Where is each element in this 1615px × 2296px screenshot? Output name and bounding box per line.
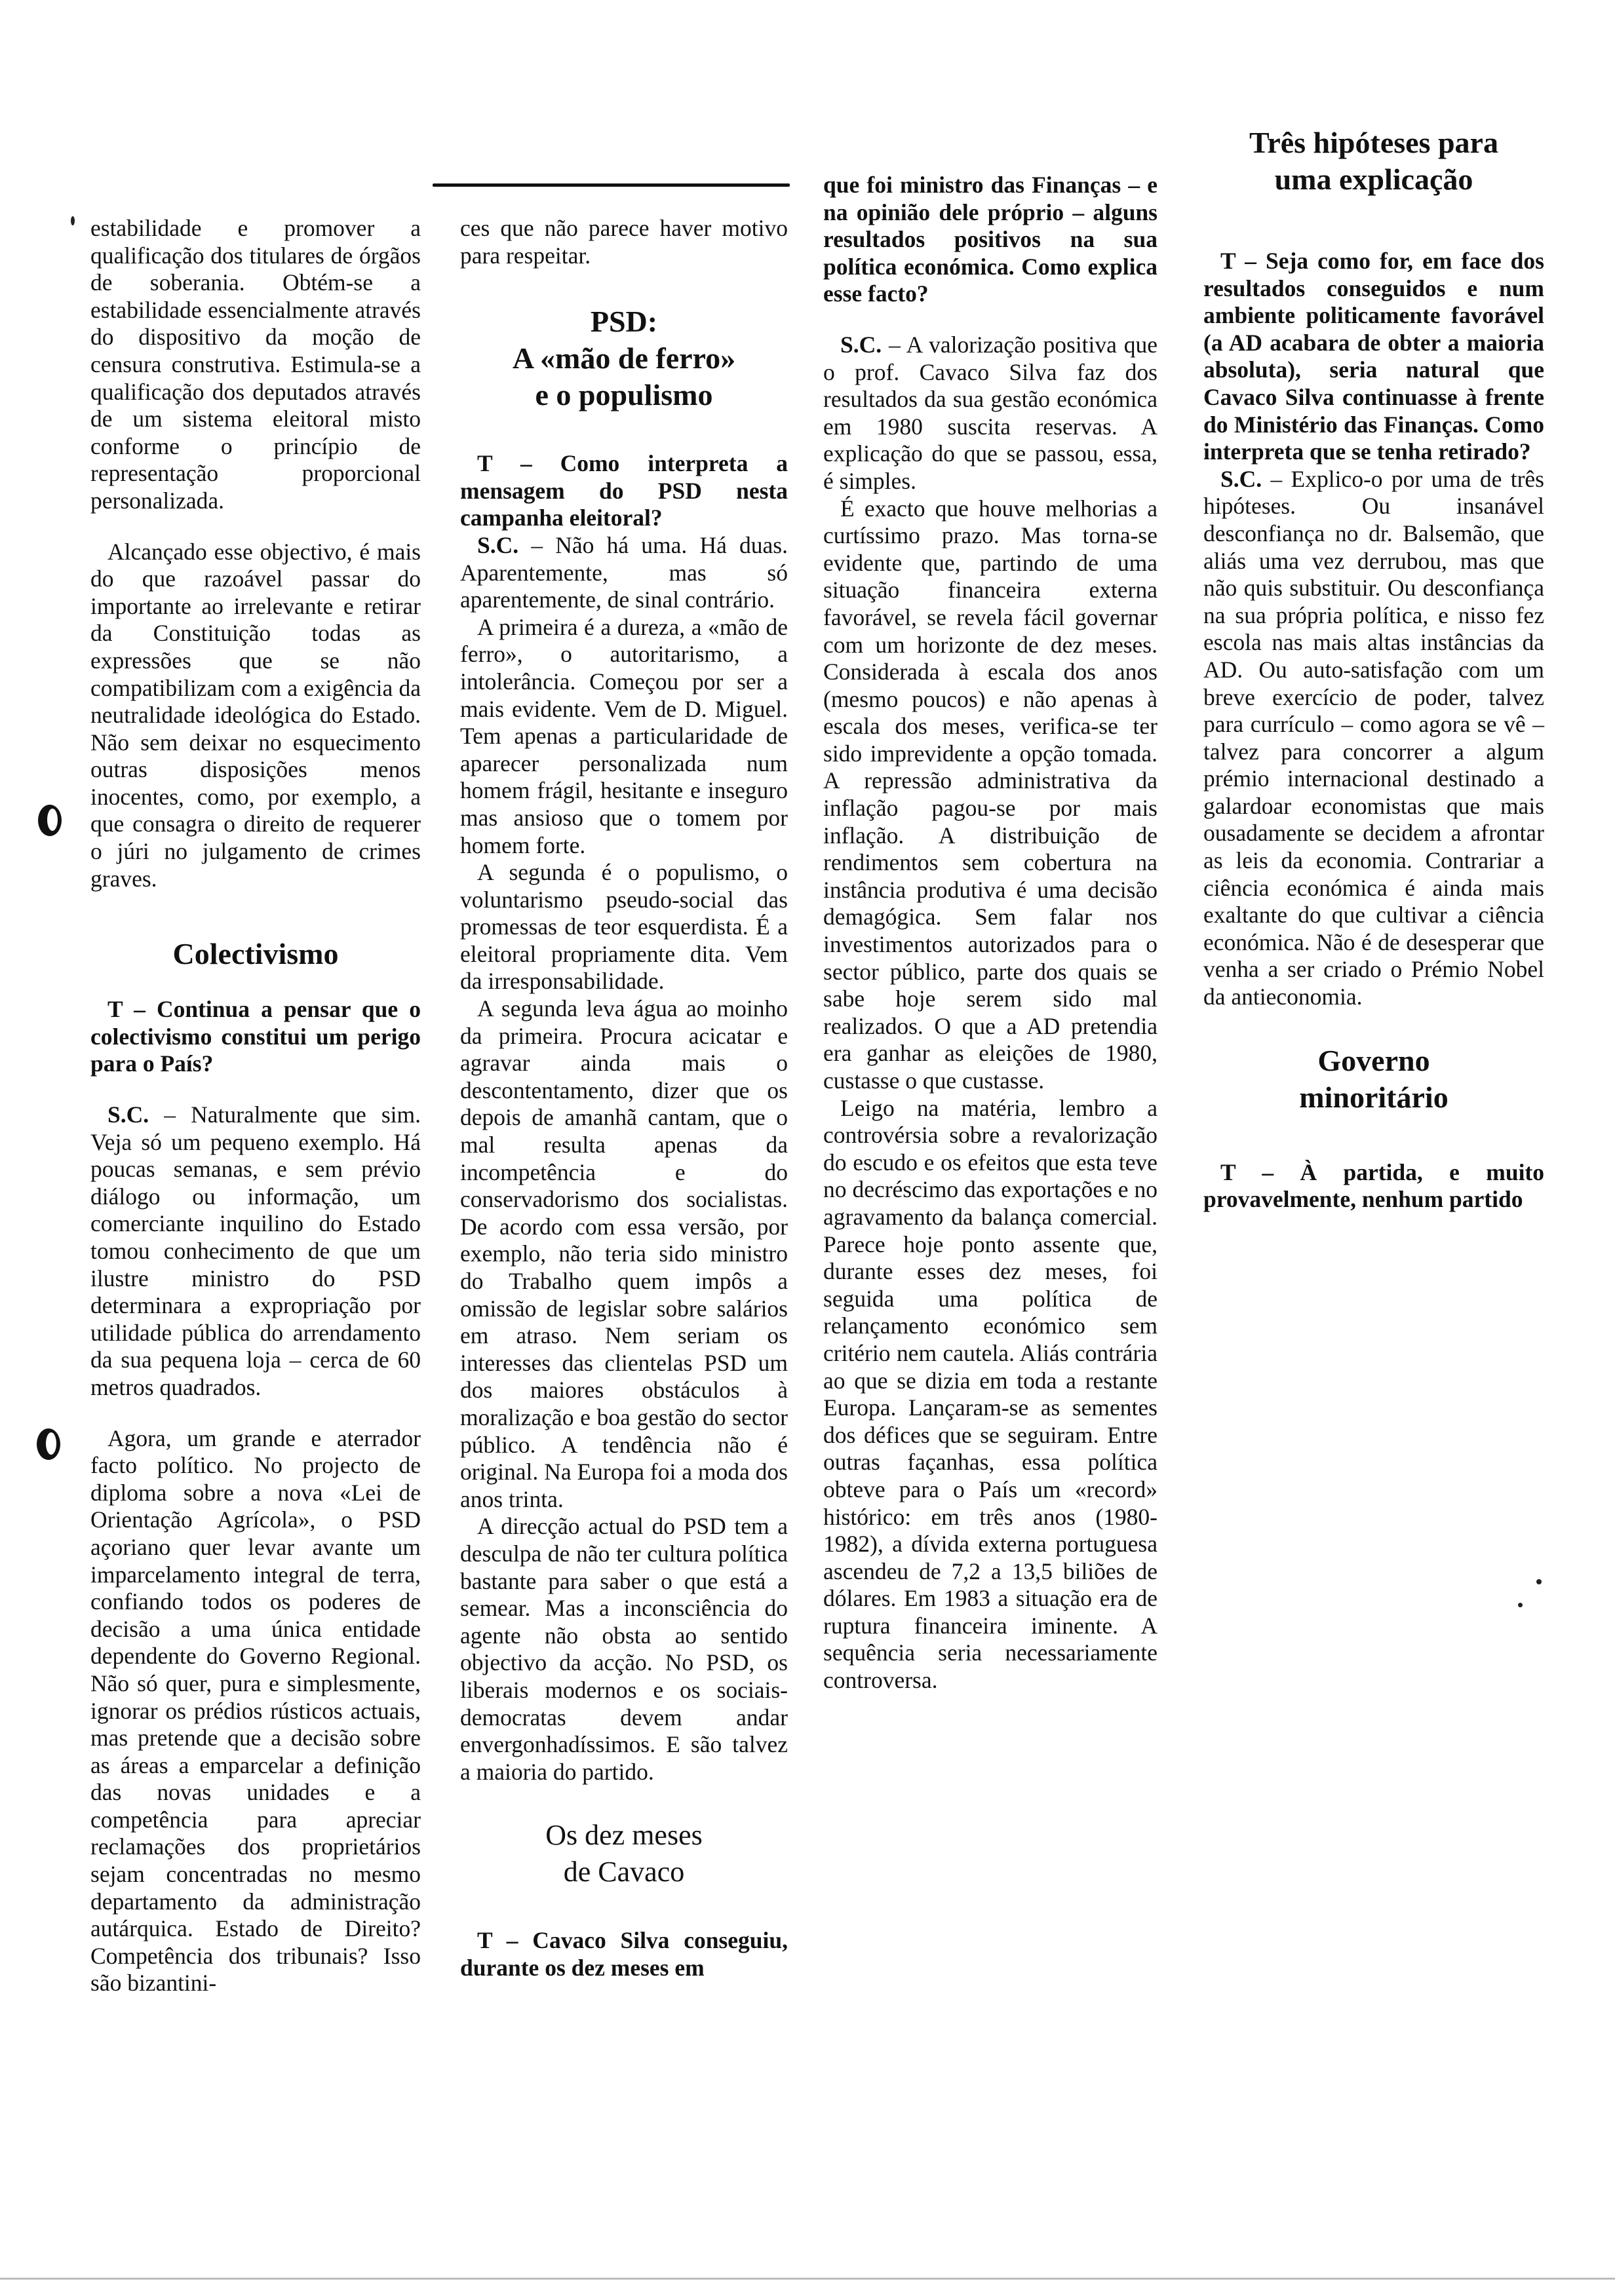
scan-speck [1536, 1579, 1542, 1584]
speaker-label: S.C. [477, 531, 519, 558]
paragraph: A primeira é a dureza, a «mão de ferro», o autoritarismo, a intolerância. Começou por ser a mais evidente. Vem de D. Miguel. Tem apenas a particularidade de aparecer personalizada num homem frágil, hesitante e inseguro mas ansioso que o tomem por homem forte. [460, 613, 788, 858]
paragraph: ces que não parece haver motivo para respeitar. [460, 215, 788, 269]
answer-text: – Não há uma. Há duas. Aparentemente, mas só aparentemente, de sinal contrário. [460, 531, 788, 613]
margin-bullet-mark [37, 1428, 60, 1460]
section-heading-line: de Cavaco [563, 1856, 685, 1888]
interview-question: que foi ministro das Finanças – e na opinião dele próprio – alguns resultados positivos na sua política económica. Como explica esse facto? [823, 172, 1158, 307]
column-rule [433, 183, 790, 187]
interview-question: T – Cavaco Silva conseguiu, durante os dez meses em [460, 1927, 788, 1981]
section-heading-line: Três hipóteses para [1249, 126, 1498, 159]
column-1 [90, 215, 421, 1997]
speaker-label: S.C. [840, 331, 882, 358]
paragraph: Alcançado esse objectivo, é mais do que razoável passar do importante ao irrelevante e retirar da Constituição todas as expressões que se não compatibilizam com a exigência da neutralidade ideológica do Estado. Não sem deixar no esquecimento outras disposições menos inocentes, como, por exemplo, a que consagra o direito de requerer o júri no julgamento de crimes graves. [90, 538, 421, 892]
answer-text: – Naturalmente que sim. Veja só um pequeno exemplo. Há poucas semanas, e sem prévio diálogo ou informação, um comerciante inquilino do Estado tomou conhecimento de que um ilustre ministro do PSD determinara a expropriação por utilidade pública do arrendamento da sua pequena loja – cerca de 60 metros quadrados. [90, 1101, 421, 1400]
section-heading-line: PSD: [590, 305, 658, 339]
column-3 [823, 172, 1158, 1694]
interview-question: T – À partida, e muito provavelmente, nenhum partido [1203, 1158, 1544, 1213]
interview-answer [1203, 466, 1544, 1011]
section-heading-line: e o populismo [535, 378, 713, 412]
interview-answer [90, 1101, 421, 1402]
section-heading-line: Governo [1317, 1043, 1430, 1077]
scan-speck [1518, 1603, 1523, 1607]
scan-speck [71, 216, 75, 225]
section-heading-line: A «mão de ferro» [512, 341, 736, 375]
section-heading-line: minoritário [1299, 1080, 1449, 1114]
section-heading-line: Os dez meses [545, 1819, 703, 1852]
paragraph: A segunda é o populismo, o voluntarismo pseudo-social das promessas de teor esquerdista. É a eleitoral propriamente dita. Vem da irresponsabilidade. [460, 859, 788, 995]
answer-text: – Explico-o por uma de três hipóteses. Ou insanável desconfiança no dr. Balsemão, que aliás uma vez derrubou, mas que não quis substituir. Ou desconfiança na sua própria política, e nisso fez escola nas mais altas instâncias da AD. Ou auto-satisfação com um breve exercício de poder, talvez para currículo – como agora se vê – talvez para concorrer a algum prémio internacional destinado a galardoar economistas que mais ousadamente se decidem a afrontar as leis da economia. Contrariar a ciência económica é ainda mais exaltante do que cultivar a ciência económica. Não é de desesperar que venha a ser criado o Prémio Nobel da antieconomia. [1203, 465, 1544, 1010]
margin-bullet-mark [38, 805, 62, 836]
interview-answer [460, 532, 788, 614]
paragraph: Leigo na matéria, lembro a controvérsia sobre a revalorização do escudo e os efeitos que esta teve no decréscimo das exportações e no agravamento da balança comercial. Parece hoje ponto assente que, durante esses dez meses, foi seguida uma política de relançamento económico sem critério nem cautela. Aliás contrária ao que se dizia em toda a restante Europa. Lançaram-se as sementes dos défices que se seguiram. Entre outras façanhas, essa política obteve para o País um «record» histórico: em três anos (1980-1982), a dívida externa portuguesa ascendeu de 7,2 a 13,5 biliões de dólares. Em 1983 a situação era de ruptura financeira iminente. A sequência seria necessariamente controversa. [823, 1094, 1158, 1694]
speaker-label: S.C. [1220, 465, 1262, 492]
paragraph: É exacto que houve melhorias a curtíssimo prazo. Mas torna-se evidente que, partindo de uma situação financeira externa favorável, se revela fácil governar com um horizonte de dez meses. Considerada à escala dos anos (mesmo poucos) e não apenas à escala dos meses, verifica-se ter sido imprevidente a opção tomada. A repressão administrativa da inflação pagou-se por mais inflação. A distribuição de rendimentos sem cobertura na instância produtiva é uma decisão demagógica. Sem falar nos investimentos autorizados para o sector público, parte dos quais se sabe hoje serem sido mal realizados. O que a AD pretendia era ganhar as eleições de 1980, custasse o que custasse. [823, 495, 1158, 1094]
paragraph: Agora, um grande e aterrador facto político. No projecto de diploma sobre a nova «Lei de Orientação Agrícola», o PSD açoriano quer levar avante um imparcelamento integral de terra, confiando todos os poderes de decisão a uma única entidade dependente do Governo Regional. Não só quer, pura e simplesmente, ignorar os prédios rústicos actuais, mas pretende que a decisão sobre as áreas a emparcelar a definição das novas unidades e a competência para apreciar reclamações dos proprietários sejam concentradas no mesmo departamento da administração autárquica. Estado de Direito? Competência dos tribunais? Isso são bizantini- [90, 1425, 421, 1997]
paragraph: A segunda leva água ao moinho da primeira. Procura acicatar e agravar ainda mais o descontentamento, dizer que os depois de amanhã cantam, que o mal resulta apenas da incompetência e do conservadorismo dos socialistas. De acordo com essa versão, por exemplo, não teria sido ministro do Trabalho quem impôs a omissão de legislar sobre salários em atraso. Nem seriam os interesses das clientelas PSD um dos maiores obstáculos à moralização e boa gestão do sector público. A tendência não é original. Na Europa foi a moda dos anos trinta. [460, 995, 788, 1512]
paragraph: A direcção actual do PSD tem a desculpa de não ter cultura política bastante para saber o que está a semear. Mas a inconsciência do agente não obsta ao sentido objectivo da acção. No PSD, os liberais modernos e os sociais-democratas devem andar envergonhadíssimos. E são talvez a maioria do partido. [460, 1513, 788, 1785]
section-heading: Colectivismo [172, 937, 339, 971]
speaker-label: S.C. [107, 1101, 149, 1128]
interview-question: T – Seja como for, em face dos resultados conseguidos e num ambiente politicamente favorável (a AD acabara de obter a maioria absoluta), seria natural que Cavaco Silva continuasse à frente do Ministério das Finanças. Como interpreta que se tenha retirado? [1203, 248, 1544, 465]
interview-answer [823, 332, 1158, 495]
column-2 [460, 215, 788, 1981]
answer-text: – A valorização positiva que o prof. Cavaco Silva faz dos resultados da sua gestão económica em 1980 suscita reservas. A explicação do que se passou, essa, é simples. [823, 331, 1158, 494]
section-heading-line: uma explicação [1274, 163, 1473, 196]
paragraph: estabilidade e promover a qualificação dos titulares de órgãos de soberania. Obtém-se a estabilidade essencialmente através do dispositivo da moção de censura construtiva. Estimula-se a qualificação dos deputados através de um sistema eleitoral misto conforme o princípio de representação proporcional personalizada. [90, 215, 421, 514]
scan-edge-line [0, 2278, 1615, 2280]
interview-question: T – Continua a pensar que o colectivismo constitui um perigo para o País? [90, 996, 421, 1077]
interview-question: T – Como interpreta a mensagem do PSD nesta campanha eleitoral? [460, 450, 788, 531]
column-4 [1203, 124, 1544, 1214]
